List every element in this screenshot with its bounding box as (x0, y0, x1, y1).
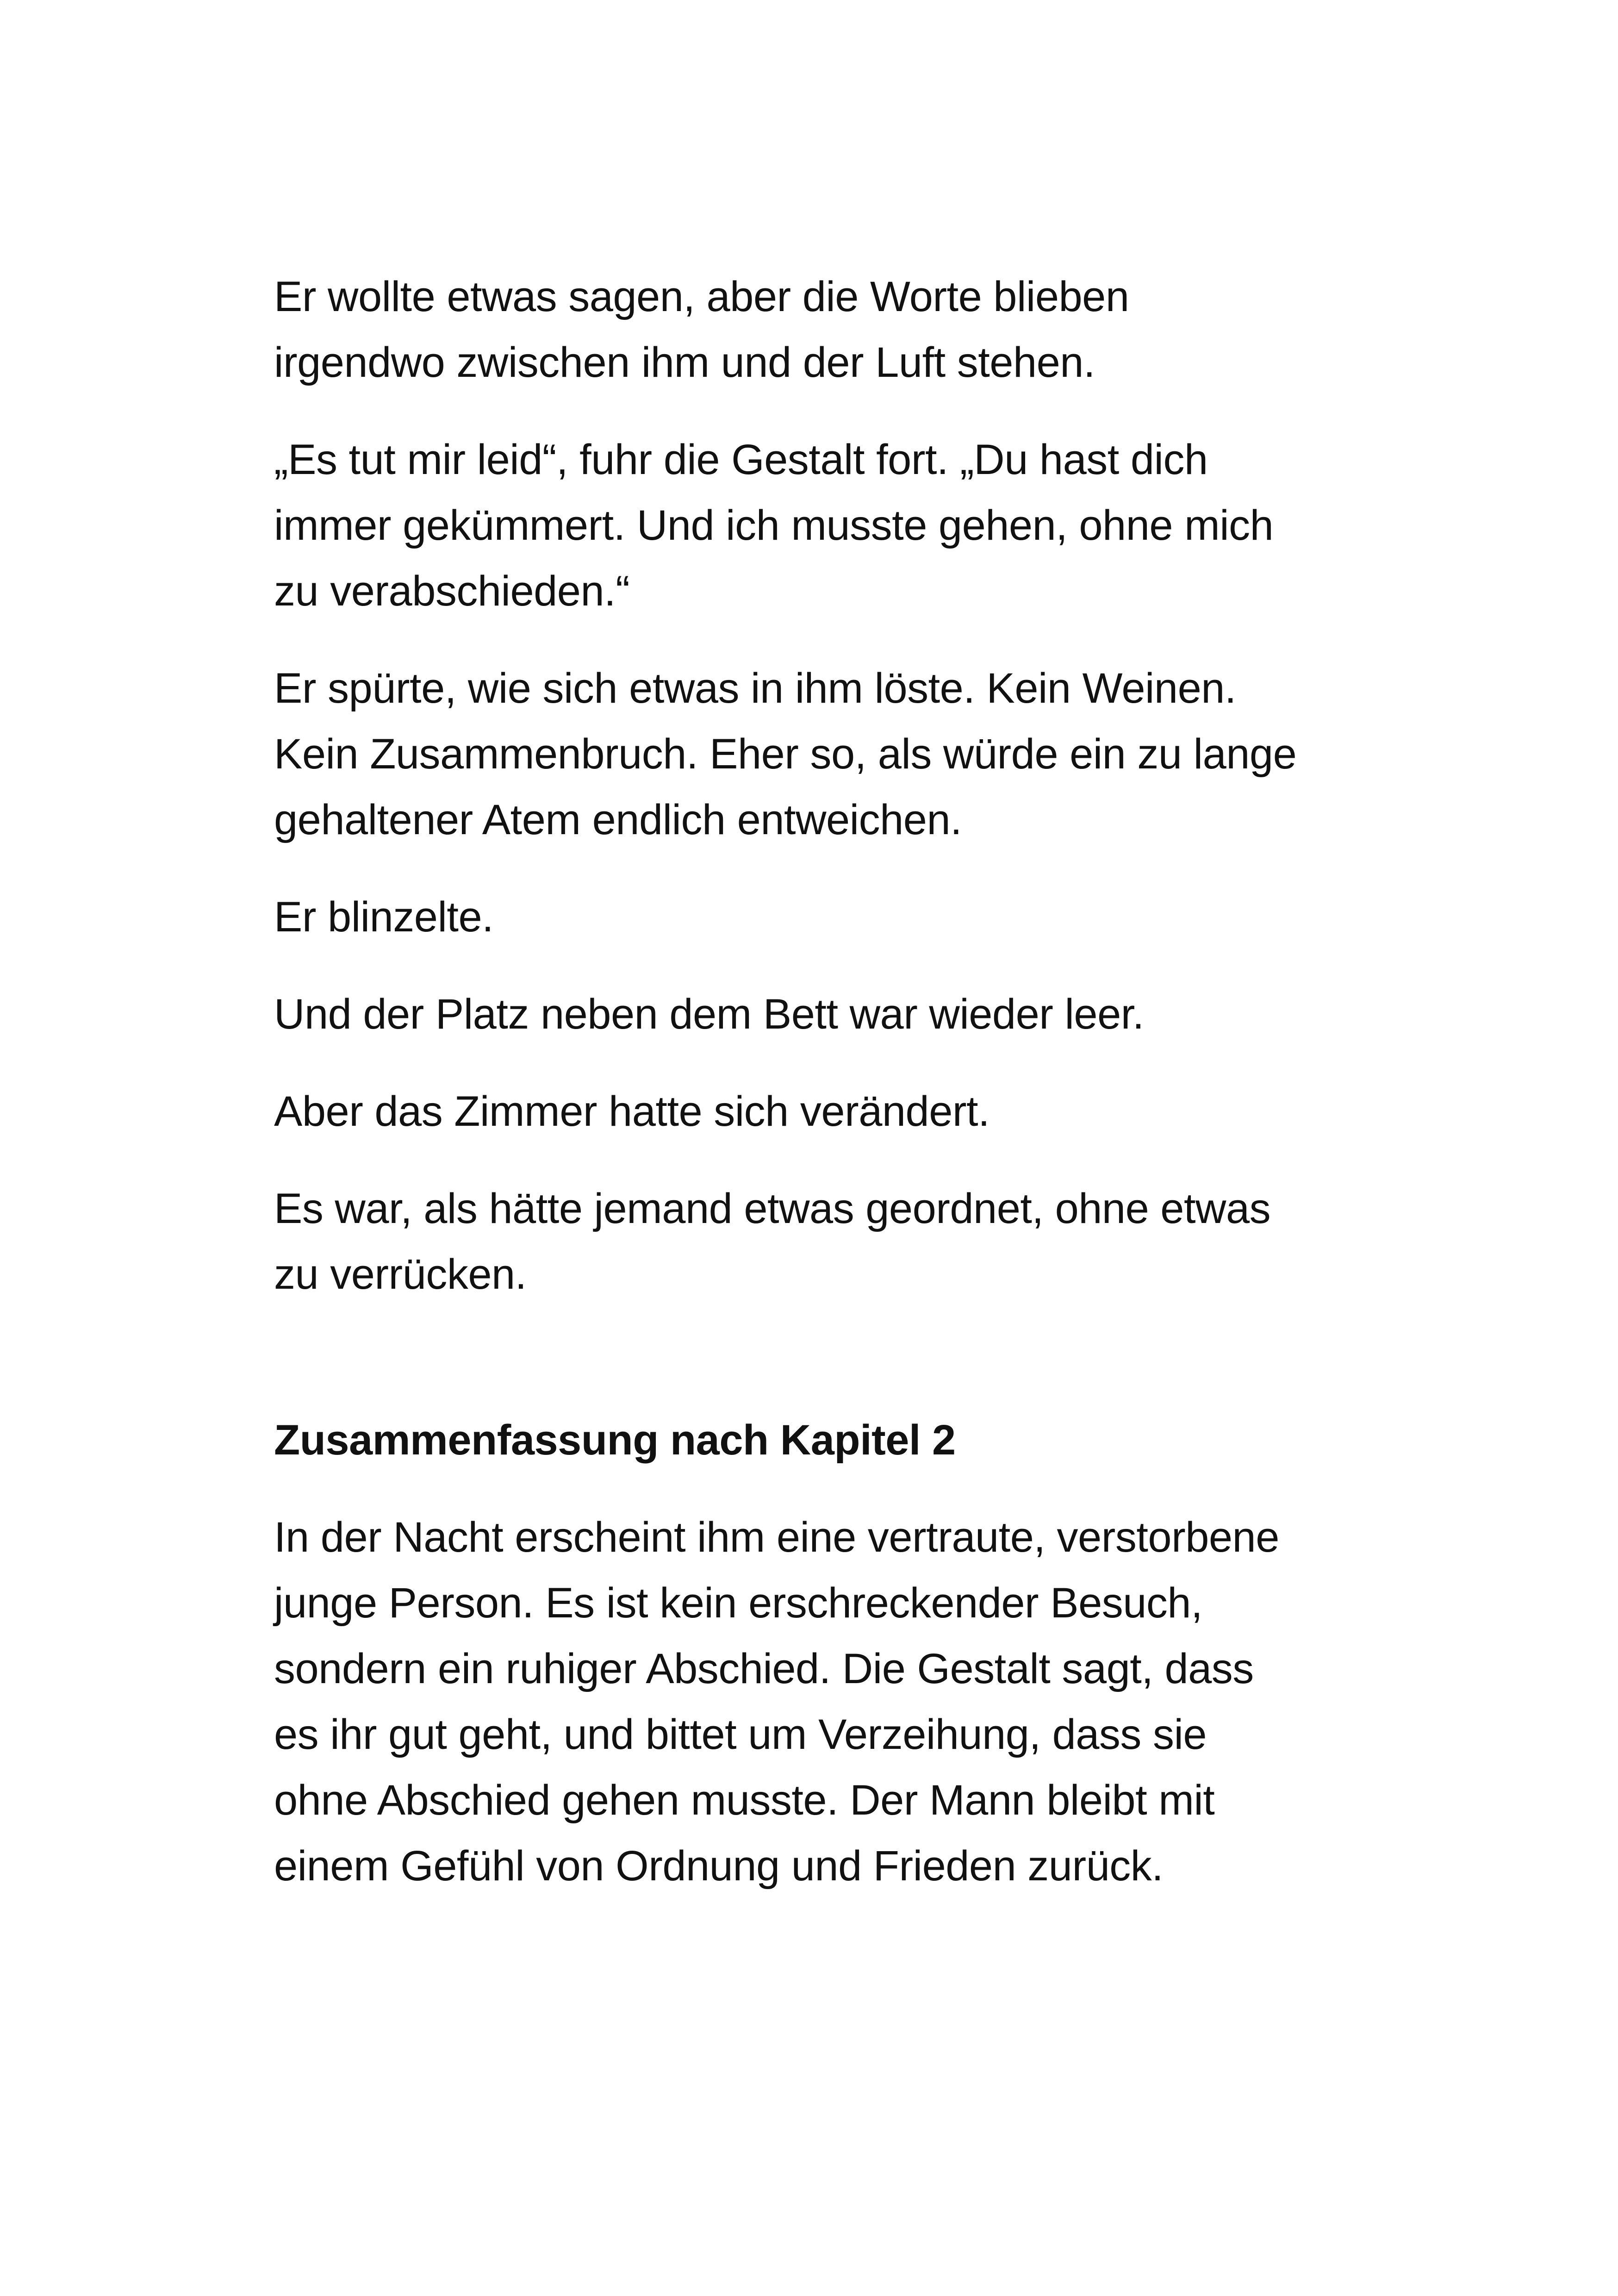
story-paragraph: Es war, als hätte jemand etwas geordnet, ohne etwas zu verrücken. (274, 1185, 1271, 1298)
story-paragraph: Aber das Zimmer hatte sich verändert. (274, 1088, 990, 1135)
story-paragraph: Und der Platz neben dem Bett war wieder leer. (274, 991, 1144, 1038)
story-paragraph: „Es tut mir leid“, fuhr die Gestalt fort. „Du hast dich immer gekümmert. Und ich musste gehen, ohne mich zu verabschieden.“ (274, 436, 1274, 615)
text-column (274, 264, 1366, 1930)
story-paragraph: Er blinzelte. (274, 893, 494, 941)
story-paragraph: Er wollte etwas sagen, aber die Worte blieben irgendwo zwischen ihm und der Luft stehen. (274, 273, 1129, 386)
summary-paragraph: In der Nacht erscheint ihm eine vertraute, verstorbene junge Person. Es ist kein erschreckender Besuch, sondern ein ruhiger Abschied. Die Gestalt sagt, dass es ihr gut geht, und bittet um Verzeihung, dass sie ohne Abschied gehen musste. Der Mann bleibt mit einem Gefühl von Ordnung und Frieden zurück. (274, 1514, 1279, 1890)
section-spacer (274, 1339, 1366, 1407)
summary-heading: Zusammenfassung nach Kapitel 2 (274, 1416, 956, 1464)
story-paragraph: Er spürte, wie sich etwas in ihm löste. Kein Weinen. Kein Zusammenbruch. Eher so, als würde ein zu lange gehaltener Atem endlich entweichen. (274, 665, 1297, 843)
